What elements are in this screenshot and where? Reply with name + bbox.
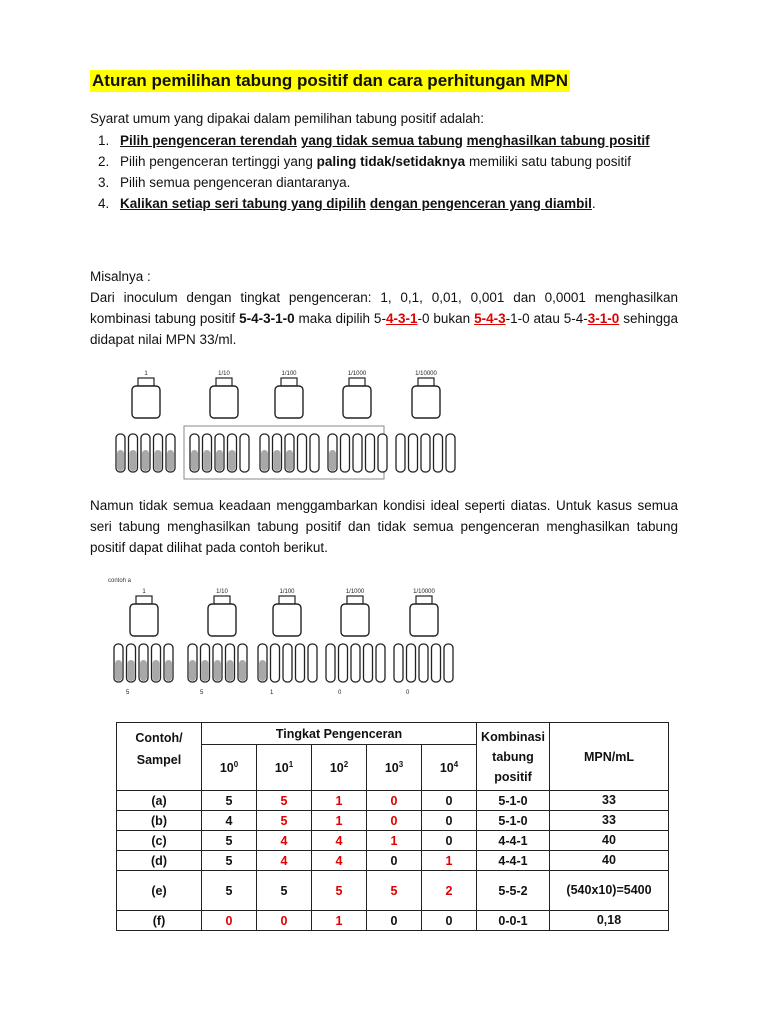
text-run: Kalikan setiap seri tabung yang dipilih bbox=[120, 196, 367, 211]
bottle-cap bbox=[214, 596, 230, 604]
text-run: yang tidak semua tabung bbox=[300, 133, 463, 148]
rule-item bbox=[98, 172, 700, 193]
figure-dilution-series-2 bbox=[108, 574, 468, 696]
tube-positive-fill bbox=[189, 660, 196, 681]
text-run: memiliki satu tabung positif bbox=[465, 154, 632, 169]
figure-dilution-series-1 bbox=[110, 368, 470, 480]
text-run: maka dipilih 5- bbox=[294, 311, 386, 326]
bottle-cap bbox=[349, 378, 365, 386]
power-base: 10 bbox=[219, 761, 234, 776]
cell-value: 5 bbox=[202, 851, 257, 871]
table-row bbox=[117, 851, 669, 871]
cell-combination: 5-1-0 bbox=[477, 791, 550, 811]
text-run: Pilih pengenceran tertinggi yang bbox=[120, 154, 317, 169]
tube-positive-fill bbox=[140, 660, 147, 681]
test-tube bbox=[444, 644, 453, 682]
test-tube bbox=[339, 644, 348, 682]
rule-item bbox=[98, 193, 700, 214]
paragraph-2: Namun tidak semua keadaan menggambarkan kondisi ideal seperti diatas. Untuk kasus semua seri tabung menghasilkan tabung positif dan tidak semua pengenceran menghasilkan tabung positif dapat dilihat pada contoh berikut. bbox=[90, 498, 678, 555]
cell-value: 4 bbox=[257, 831, 312, 851]
dilution-label: 1/1000 bbox=[345, 589, 365, 595]
tube-positive-fill bbox=[227, 660, 234, 681]
cell-combination: 5-1-0 bbox=[477, 811, 550, 831]
header-power bbox=[367, 745, 422, 791]
test-tube bbox=[310, 434, 319, 472]
bottle-icon bbox=[410, 604, 438, 636]
test-tube bbox=[341, 434, 350, 472]
test-tube bbox=[326, 644, 335, 682]
test-tube bbox=[394, 644, 403, 682]
bottle-icon bbox=[341, 604, 369, 636]
positive-count: 0 bbox=[406, 690, 410, 696]
cell-value: 1 bbox=[312, 811, 367, 831]
positive-count: 0 bbox=[338, 690, 342, 696]
cell-value: 0 bbox=[202, 911, 257, 931]
tube-positive-fill bbox=[214, 660, 221, 681]
cell-mpn: 40 bbox=[550, 851, 669, 871]
bottle-cap bbox=[347, 596, 363, 604]
header-sample: Contoh/ Sampel bbox=[117, 723, 202, 791]
test-tube bbox=[409, 434, 418, 472]
text-run: sehingga didapat nilai MPN 33/ml. bbox=[90, 311, 679, 347]
cell-combination: 4-4-1 bbox=[477, 831, 550, 851]
power-exponent: 3 bbox=[398, 759, 404, 769]
dilution-label: 1/1000 bbox=[347, 371, 367, 377]
header-combination: Kombinasi tabung positif bbox=[477, 723, 550, 791]
mpn-table bbox=[116, 722, 669, 931]
cell-sample: (d) bbox=[117, 851, 202, 871]
rule-number: 1. bbox=[98, 133, 110, 148]
rule-number: 3. bbox=[98, 175, 110, 190]
cell-mpn: (540x10)=5400 bbox=[550, 871, 669, 911]
power-exponent: 4 bbox=[453, 759, 459, 769]
figure-label: contoh a bbox=[108, 578, 132, 584]
cell-value: 0 bbox=[367, 791, 422, 811]
bottle-cap bbox=[418, 378, 434, 386]
tube-positive-fill bbox=[229, 450, 236, 471]
cell-value: 0 bbox=[367, 851, 422, 871]
cell-value: 0 bbox=[422, 811, 477, 831]
power-base: 10 bbox=[274, 761, 289, 776]
cell-value: 0 bbox=[422, 791, 477, 811]
test-tube bbox=[421, 434, 430, 472]
text-run: . bbox=[591, 196, 596, 211]
test-tube bbox=[396, 434, 405, 472]
power-exponent: 1 bbox=[288, 759, 294, 769]
text-run: -0 bukan bbox=[417, 311, 475, 326]
text-run: menghasilkan tabung positif bbox=[466, 133, 650, 148]
tube-positive-fill bbox=[202, 660, 209, 681]
cell-combination: 5-5-2 bbox=[477, 871, 550, 911]
bottle-icon bbox=[412, 386, 440, 418]
table-row bbox=[117, 911, 669, 931]
test-tube bbox=[298, 434, 307, 472]
dilution-label: 1/10 bbox=[216, 589, 228, 595]
header-dilution: Tingkat Pengenceran bbox=[202, 723, 477, 745]
header-power bbox=[202, 745, 257, 791]
tube-positive-fill bbox=[142, 450, 149, 471]
cell-value: 5 bbox=[257, 791, 312, 811]
example-text bbox=[90, 287, 678, 350]
cell-combination: 0-0-1 bbox=[477, 911, 550, 931]
cell-mpn: 33 bbox=[550, 791, 669, 811]
test-tube bbox=[308, 644, 317, 682]
bottle-cap bbox=[279, 596, 295, 604]
cell-value: 5 bbox=[312, 871, 367, 911]
tube-positive-fill bbox=[261, 450, 268, 471]
bottle-cap bbox=[281, 378, 297, 386]
example-label: Misalnya : bbox=[90, 269, 151, 284]
cell-value: 0 bbox=[367, 911, 422, 931]
cell-value: 1 bbox=[312, 791, 367, 811]
test-tube bbox=[271, 644, 280, 682]
test-tube bbox=[351, 644, 360, 682]
positive-count: 5 bbox=[200, 690, 204, 696]
header-power bbox=[257, 745, 312, 791]
cell-value: 2 bbox=[422, 871, 477, 911]
test-tube bbox=[296, 644, 305, 682]
cell-mpn: 40 bbox=[550, 831, 669, 851]
dilution-label: 1/10000 bbox=[413, 589, 435, 595]
cell-value: 0 bbox=[367, 811, 422, 831]
header-power bbox=[312, 745, 367, 791]
text-run: paling tidak/setidaknya bbox=[316, 154, 466, 169]
table-row bbox=[117, 811, 669, 831]
cell-value: 0 bbox=[257, 911, 312, 931]
cell-sample: (b) bbox=[117, 811, 202, 831]
positive-count: 5 bbox=[126, 690, 130, 696]
test-tube bbox=[407, 644, 416, 682]
tube-positive-fill bbox=[117, 450, 124, 471]
cell-sample: (c) bbox=[117, 831, 202, 851]
rule-item bbox=[98, 130, 700, 151]
bottle-icon bbox=[273, 604, 301, 636]
table-row bbox=[117, 791, 669, 811]
tube-positive-fill bbox=[191, 450, 198, 471]
text-run: Pilih semua pengenceran diantaranya. bbox=[120, 175, 351, 190]
bottle-cap bbox=[136, 596, 152, 604]
tube-positive-fill bbox=[216, 450, 223, 471]
dilution-label: 1/10 bbox=[218, 371, 230, 377]
tube-positive-fill bbox=[329, 450, 336, 471]
test-tube bbox=[240, 434, 249, 472]
cell-sample: (e) bbox=[117, 871, 202, 911]
test-tube bbox=[446, 434, 455, 472]
test-tube bbox=[283, 644, 292, 682]
cell-sample: (f) bbox=[117, 911, 202, 931]
bottle-icon bbox=[210, 386, 238, 418]
text-run: 3-1-0 bbox=[587, 311, 620, 326]
positive-count: 1 bbox=[270, 690, 274, 696]
text-run: dengan pengenceran yang diambil bbox=[369, 196, 592, 211]
tube-positive-fill bbox=[165, 660, 172, 681]
cell-sample: (a) bbox=[117, 791, 202, 811]
dilution-label: 1 bbox=[144, 371, 148, 377]
text-run: 4-3-1 bbox=[385, 311, 418, 326]
rule-number: 2. bbox=[98, 154, 110, 169]
cell-value: 5 bbox=[367, 871, 422, 911]
test-tube bbox=[432, 644, 441, 682]
test-tube bbox=[378, 434, 387, 472]
text-run: -1-0 atau 5-4- bbox=[505, 311, 588, 326]
dilution-label: 1/100 bbox=[281, 371, 297, 377]
intro-text: Syarat umum yang dipakai dalam pemilihan tabung positif adalah: bbox=[90, 111, 484, 126]
power-base: 10 bbox=[439, 761, 454, 776]
table-header-row bbox=[117, 723, 669, 745]
bottle-icon bbox=[132, 386, 160, 418]
cell-value: 5 bbox=[202, 831, 257, 851]
bottle-cap bbox=[138, 378, 154, 386]
text-run: Dari inoculum dengan tingkat pengenceran: 1, 0,1, 0,01, 0,001 dan 0,0001 menghasilkan kombinasi tabung positif bbox=[90, 290, 678, 326]
power-base: 10 bbox=[384, 761, 399, 776]
cell-mpn: 0,18 bbox=[550, 911, 669, 931]
test-tube bbox=[366, 434, 375, 472]
dilution-label: 1/10000 bbox=[415, 371, 437, 377]
header-mpn: MPN/mL bbox=[550, 723, 669, 791]
power-base: 10 bbox=[329, 761, 344, 776]
tube-positive-fill bbox=[259, 660, 266, 681]
rule-number: 4. bbox=[98, 196, 110, 211]
tube-positive-fill bbox=[130, 450, 137, 471]
power-exponent: 0 bbox=[233, 759, 239, 769]
rules-list bbox=[98, 130, 700, 214]
test-tube bbox=[376, 644, 385, 682]
cell-value: 0 bbox=[422, 911, 477, 931]
test-tube bbox=[353, 434, 362, 472]
tube-positive-fill bbox=[115, 660, 122, 681]
cell-value: 1 bbox=[367, 831, 422, 851]
cell-value: 4 bbox=[312, 851, 367, 871]
cell-value: 4 bbox=[312, 831, 367, 851]
cell-value: 5 bbox=[257, 871, 312, 911]
text-run: 5-4-3 bbox=[474, 311, 506, 326]
cell-value: 5 bbox=[257, 811, 312, 831]
test-tube bbox=[419, 644, 428, 682]
dilution-label: 1/100 bbox=[279, 589, 295, 595]
test-tube bbox=[364, 644, 373, 682]
cell-value: 0 bbox=[422, 831, 477, 851]
tube-positive-fill bbox=[128, 660, 135, 681]
tube-positive-fill bbox=[167, 450, 174, 471]
cell-mpn: 33 bbox=[550, 811, 669, 831]
page-title: Aturan pemilihan tabung positif dan cara perhitungan MPN bbox=[92, 71, 569, 90]
tube-positive-fill bbox=[204, 450, 211, 471]
tube-positive-fill bbox=[239, 660, 246, 681]
tube-positive-fill bbox=[153, 660, 160, 681]
bottle-cap bbox=[216, 378, 232, 386]
cell-value: 4 bbox=[202, 811, 257, 831]
cell-value: 5 bbox=[202, 871, 257, 911]
bottle-cap bbox=[416, 596, 432, 604]
table-row bbox=[117, 831, 669, 851]
dilution-label: 1 bbox=[142, 589, 146, 595]
test-tube bbox=[434, 434, 443, 472]
text-run: Pilih pengenceran terendah bbox=[120, 133, 298, 148]
cell-value: 4 bbox=[257, 851, 312, 871]
bottle-icon bbox=[343, 386, 371, 418]
cell-value: 1 bbox=[312, 911, 367, 931]
text-run: 5-4-3-1-0 bbox=[239, 311, 295, 326]
power-exponent: 2 bbox=[343, 759, 349, 769]
bottle-icon bbox=[275, 386, 303, 418]
cell-value: 5 bbox=[202, 791, 257, 811]
tube-positive-fill bbox=[286, 450, 293, 471]
table-row bbox=[117, 871, 669, 911]
tube-positive-fill bbox=[155, 450, 162, 471]
bottle-icon bbox=[130, 604, 158, 636]
rule-item bbox=[98, 151, 700, 172]
bottle-icon bbox=[208, 604, 236, 636]
tube-positive-fill bbox=[274, 450, 281, 471]
header-power bbox=[422, 745, 477, 791]
cell-combination: 4-4-1 bbox=[477, 851, 550, 871]
cell-value: 1 bbox=[422, 851, 477, 871]
